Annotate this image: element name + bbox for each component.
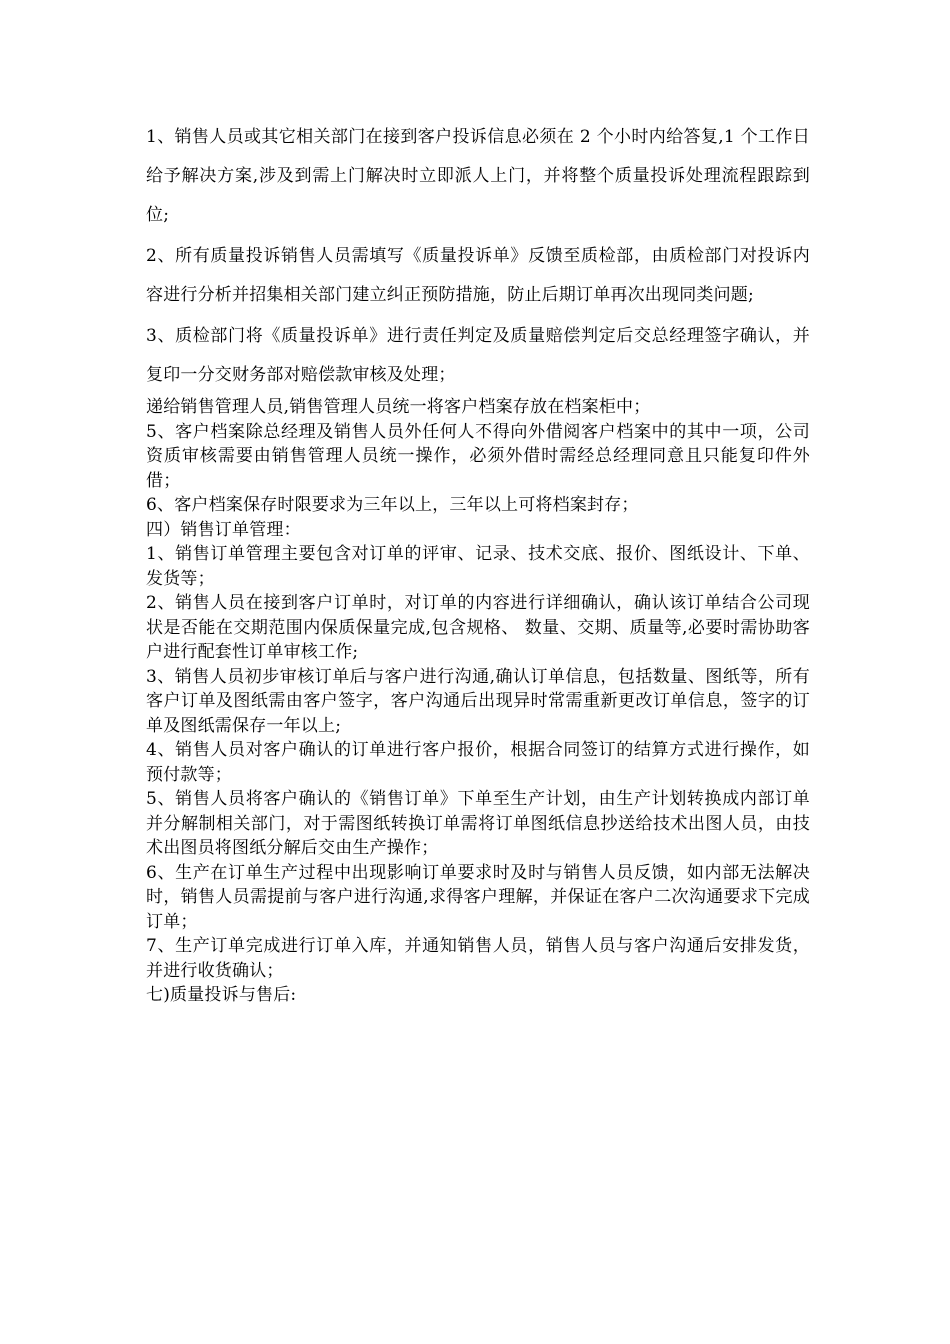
section-heading-quality-after-sales: 七)质量投诉与售后: bbox=[146, 985, 297, 1005]
paragraph-delivery: 7、生产订单完成进行订单入库，并通知销售人员，销售人员与客户沟通后安排发货，并进行收货确认； bbox=[146, 936, 810, 981]
paragraph-production-feedback: 6、生产在订单生产过程中出现影响订单要求时及时与销售人员反馈，如内部无法解决时，销售人员需提前与客户进行沟通,求得客户理解，并保证在客户二次沟通要求下完成订单； bbox=[146, 862, 810, 932]
paragraph-complaint-response: 1、销售人员或其它相关部门在接到客户投诉信息必须在 2 个小时内给答复,1 个工作日给予解决方案,涉及到需上门解决时立即派人上门，并将整个质量投诉处理流程跟踪到位; bbox=[146, 127, 810, 225]
paragraph-complaint-form: 2、所有质量投诉销售人员需填写《质量投诉单》反馈至质检部，由质检部门对投诉内容进行分析并招集相关部门建立纠正预防措施，防止后期订单再次出现同类问题; bbox=[146, 246, 810, 305]
paragraph-order-scope: 1、销售订单管理主要包含对订单的评审、记录、技术交底、报价、图纸设计、下单、发货等； bbox=[146, 544, 810, 589]
document-body bbox=[146, 118, 810, 1008]
section-heading-sales-orders: 四）销售订单管理： bbox=[146, 519, 301, 540]
paragraph-order-confirmation: 2、销售人员在接到客户订单时，对订单的内容进行详细确认，确认该订单结合公司现状是否能在交期范围内保质保量完成,包含规格、 数量、交期、质量等,必要时需协助客户进行配套性订单审核工作; bbox=[146, 593, 810, 662]
paragraph-responsibility-judgement: 3、质检部门将《质量投诉单》进行责任判定及质量赔偿判定后交总经理签字确认，并复印一分交财务部对赔偿款审核及处理； bbox=[146, 326, 810, 385]
paragraph-archive-lending: 5、客户档案除总经理及销售人员外任何人不得向外借阅客户档案中的其中一项，公司资质审核需要由销售管理人员统一操作，必须外借时需经总经理同意且只能复印件外借； bbox=[146, 421, 810, 491]
paragraph-production-plan: 5、销售人员将客户确认的《销售订单》下单至生产计划，由生产计划转换成内部订单并分解制相关部门，对于需图纸转换订单需将订单图纸信息抄送给技术出图人员，由技术出图员将图纸分解后交由生产操作； bbox=[146, 789, 810, 858]
paragraph-archive-retention: 6、客户档案保存时限要求为三年以上，三年以上可将档案封存； bbox=[146, 495, 639, 515]
paragraph-order-review: 3、销售人员初步审核订单后与客户进行沟通,确认订单信息，包括数量、图纸等，所有客户订单及图纸需由客户签字，客户沟通后出现异时常需重新更改订单信息，签字的订单及图纸需保存一年以上; bbox=[146, 666, 810, 736]
paragraph-archive-storage: 递给销售管理人员,销售管理人员统一将客户档案存放在档案柜中； bbox=[146, 397, 651, 417]
paragraph-order-quotation: 4、销售人员对客户确认的订单进行客户报价，根据合同签订的结算方式进行操作，如预付款等； bbox=[146, 740, 810, 785]
